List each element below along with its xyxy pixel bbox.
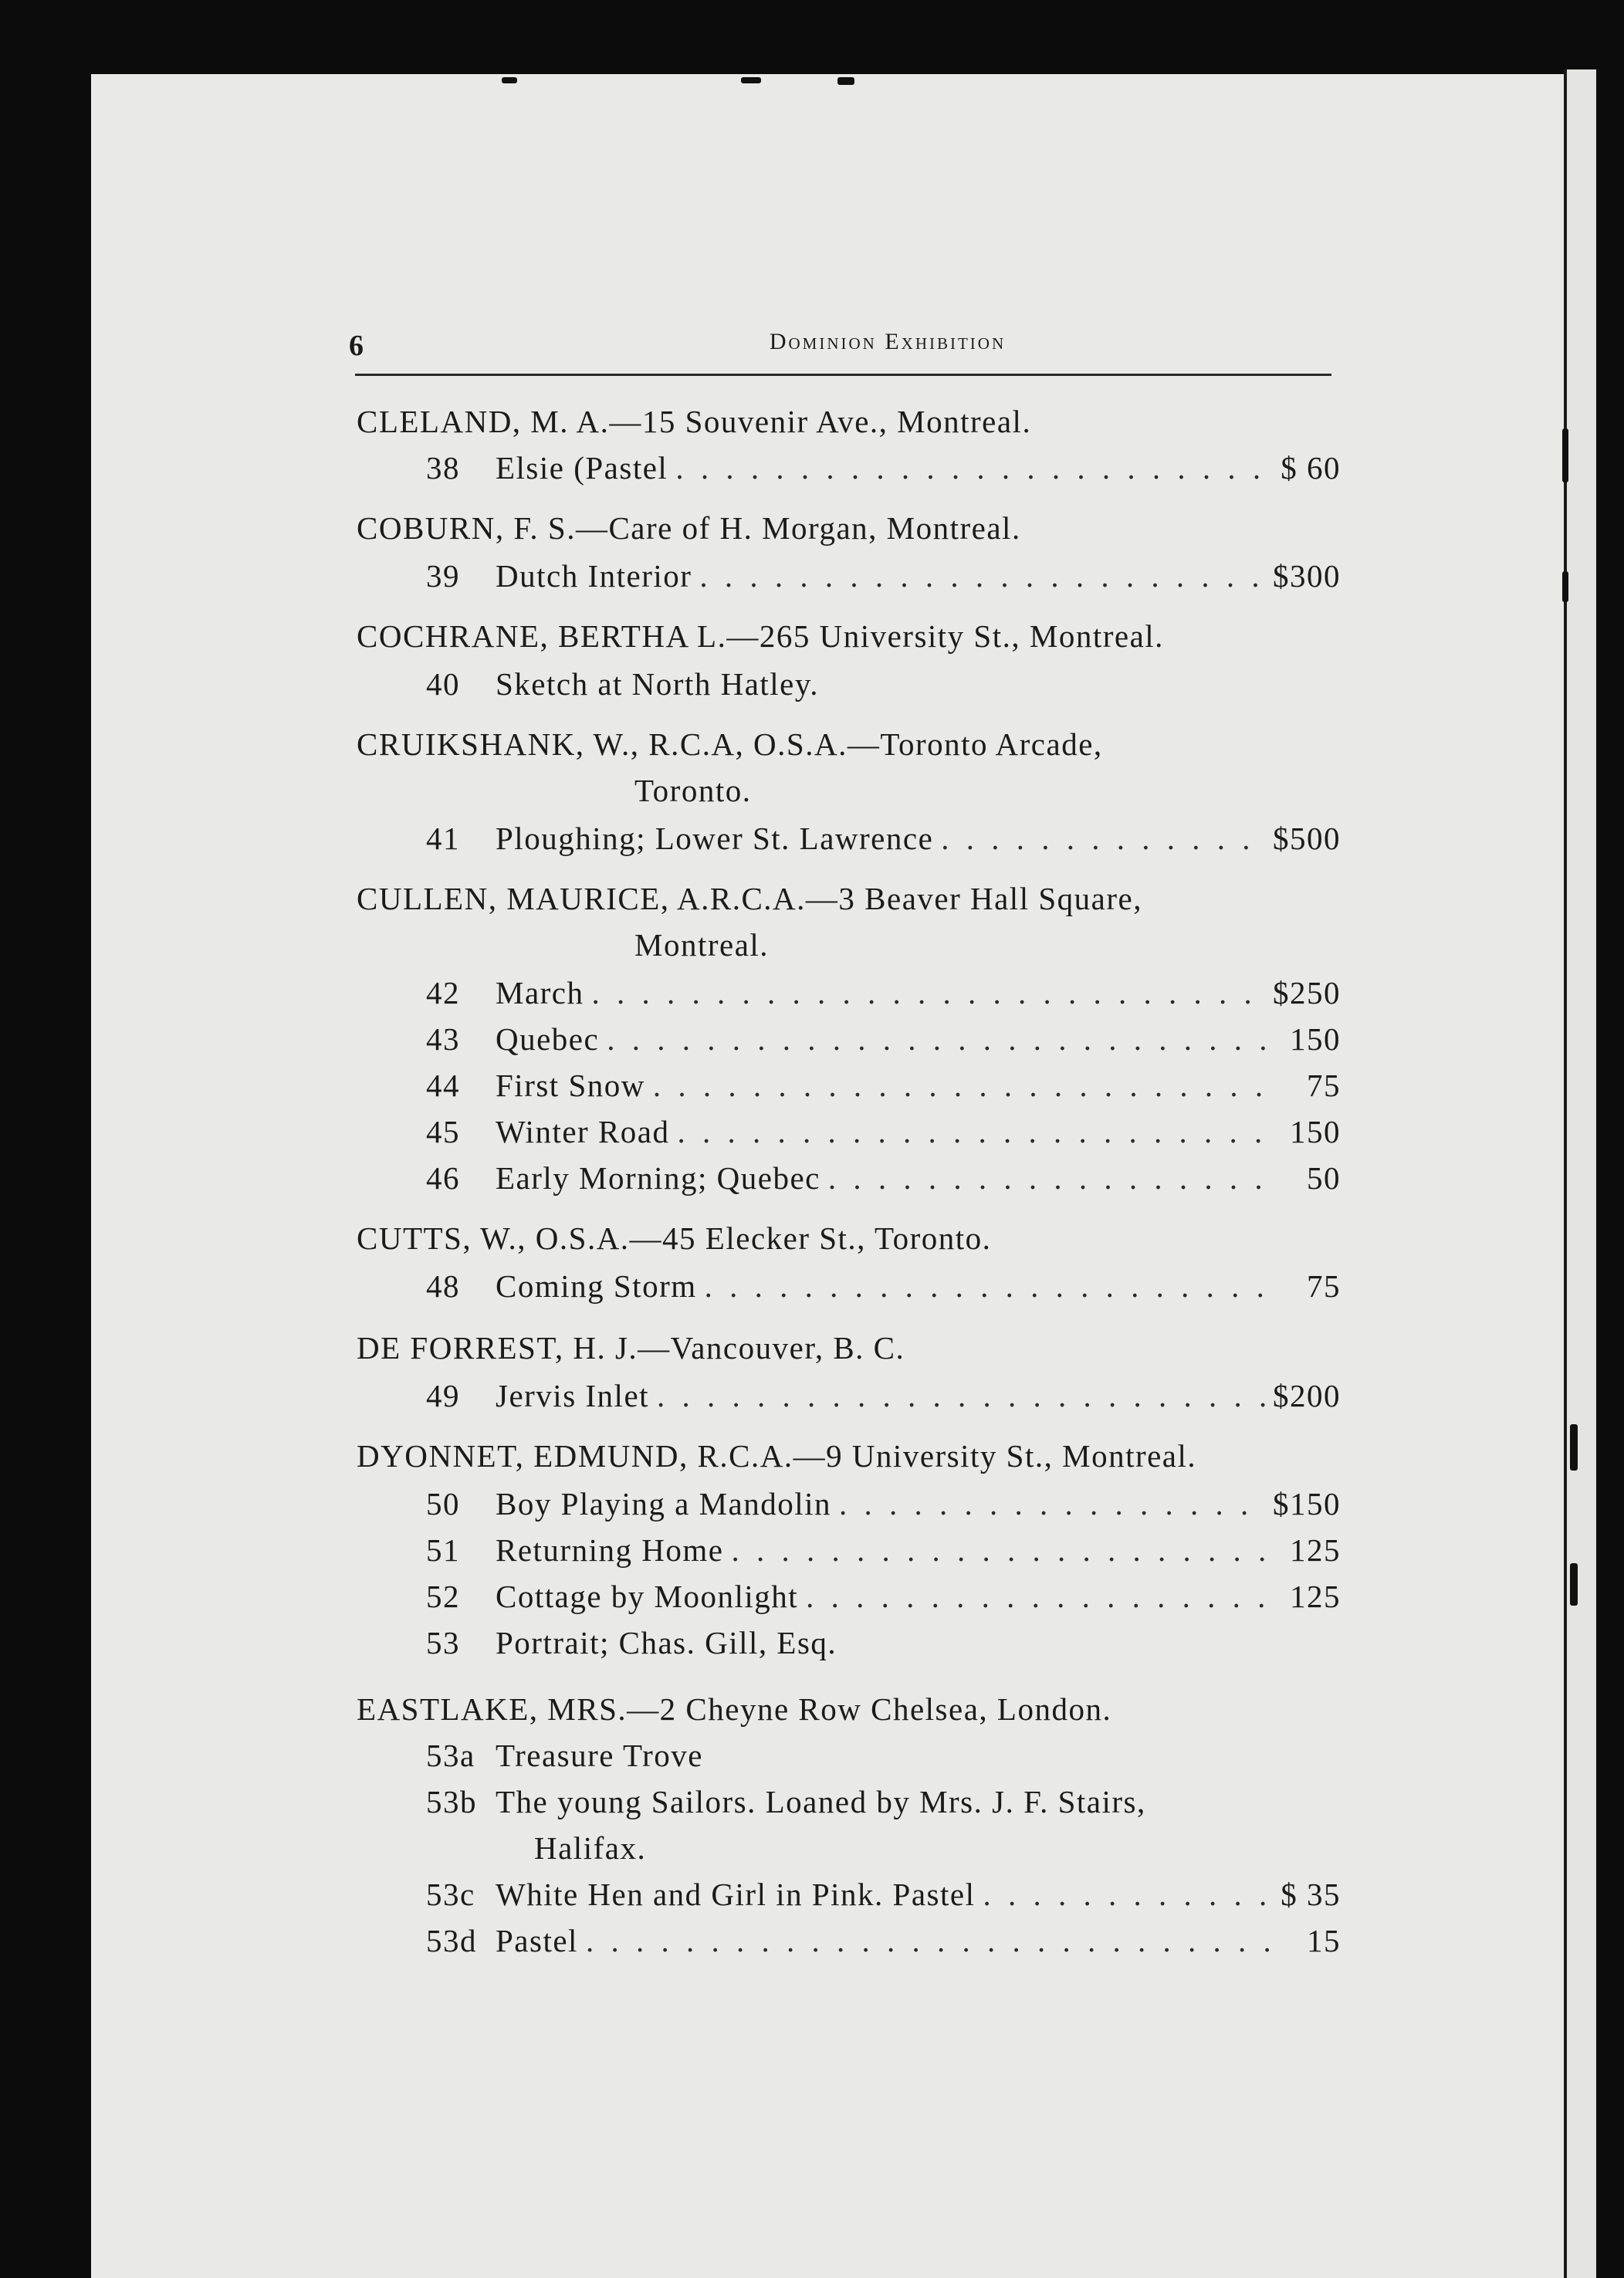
item-number: 53d bbox=[426, 1923, 477, 1958]
item-price: 150 bbox=[1290, 1114, 1341, 1149]
item-title: Portrait; Chas. Gill, Esq. bbox=[496, 1625, 837, 1660]
catalogue-item bbox=[426, 557, 1341, 594]
leader-dots bbox=[828, 1159, 1279, 1197]
catalogue-item bbox=[426, 1876, 1341, 1913]
item-price: 125 bbox=[1290, 1532, 1341, 1568]
item-title: First Snow bbox=[496, 1068, 645, 1103]
catalogue-item bbox=[426, 1067, 1341, 1104]
leader-dots bbox=[731, 1532, 1279, 1569]
leader-dots bbox=[677, 1113, 1279, 1150]
item-price: $ 35 bbox=[1281, 1877, 1341, 1912]
leader-dots bbox=[657, 1377, 1265, 1414]
catalogue-item bbox=[426, 1268, 1341, 1305]
catalogue-item bbox=[426, 1159, 1341, 1197]
page-number: 6 bbox=[349, 330, 364, 362]
item-number: 48 bbox=[426, 1268, 460, 1304]
leader-dots bbox=[941, 820, 1265, 857]
artist-heading: DE FORREST, H. J.—Vancouver, B. C. bbox=[357, 1330, 905, 1366]
item-number: 49 bbox=[426, 1378, 460, 1413]
catalogue-item bbox=[426, 1922, 1341, 1959]
item-number: 46 bbox=[426, 1160, 460, 1196]
item-number: 53b bbox=[426, 1784, 477, 1819]
leader-dots bbox=[607, 1021, 1279, 1058]
item-title: Coming Storm bbox=[496, 1268, 697, 1304]
item-title: Boy Playing a Mandolin bbox=[496, 1486, 832, 1521]
item-number: 39 bbox=[426, 558, 460, 594]
item-price: $150 bbox=[1273, 1486, 1341, 1521]
item-title: Jervis Inlet bbox=[496, 1378, 650, 1413]
artist-heading-continuation: Toronto. bbox=[634, 773, 752, 808]
catalogue-item bbox=[426, 449, 1341, 486]
catalogue-item bbox=[426, 1113, 1341, 1150]
item-number: 52 bbox=[426, 1579, 460, 1614]
item-title: Cottage by Moonlight bbox=[496, 1579, 799, 1614]
artist-heading: EASTLAKE, MRS.—2 Cheyne Row Chelsea, London. bbox=[357, 1691, 1112, 1727]
catalogue-item bbox=[426, 1377, 1341, 1414]
item-number: 50 bbox=[426, 1486, 460, 1521]
header-rule bbox=[355, 374, 1331, 376]
item-price: $200 bbox=[1273, 1378, 1341, 1413]
item-number: 41 bbox=[426, 821, 460, 856]
item-number: 40 bbox=[426, 666, 460, 702]
item-number: 53 bbox=[426, 1625, 460, 1660]
running-title: Dominion Exhibition bbox=[769, 329, 1007, 354]
leader-dots bbox=[705, 1268, 1279, 1305]
leader-dots bbox=[699, 557, 1265, 594]
artist-heading: DYONNET, EDMUND, R.C.A.—9 University St., Montreal. bbox=[357, 1438, 1197, 1474]
artist-heading: CULLEN, MAURICE, A.R.C.A.—3 Beaver Hall Square, bbox=[357, 881, 1142, 916]
item-title: Winter Road bbox=[496, 1114, 670, 1149]
leader-dots bbox=[675, 449, 1273, 486]
leader-dots bbox=[653, 1067, 1279, 1104]
catalogue-item bbox=[426, 1783, 1146, 1820]
item-title: Treasure Trove bbox=[496, 1738, 703, 1773]
item-number: 43 bbox=[426, 1021, 460, 1057]
item-title: Sketch at North Hatley. bbox=[496, 666, 819, 702]
item-price: $250 bbox=[1273, 975, 1341, 1010]
artist-heading: CLELAND, M. A.—15 Souvenir Ave., Montreal. bbox=[357, 404, 1032, 439]
catalogue-item bbox=[426, 1021, 1341, 1058]
item-title: Elsie (Pastel bbox=[496, 450, 668, 486]
item-title: The young Sailors. Loaned by Mrs. J. F. Stairs, bbox=[496, 1784, 1146, 1819]
item-title: March bbox=[496, 975, 584, 1010]
item-price: 75 bbox=[1307, 1268, 1341, 1304]
leader-dots bbox=[839, 1485, 1265, 1522]
item-number: 44 bbox=[426, 1068, 460, 1103]
catalogue-item bbox=[426, 1624, 837, 1661]
catalogue-item bbox=[426, 1737, 703, 1774]
item-title: Dutch Interior bbox=[496, 558, 692, 594]
leader-dots bbox=[983, 1876, 1274, 1913]
item-title: Returning Home bbox=[496, 1532, 724, 1568]
item-price: 125 bbox=[1290, 1579, 1341, 1614]
catalogue-item bbox=[426, 1485, 1341, 1522]
artist-heading: CUTTS, W., O.S.A.—45 Elecker St., Toronto. bbox=[357, 1220, 992, 1256]
artist-heading: CRUIKSHANK, W., R.C.A, O.S.A.—Toronto Arcade, bbox=[357, 726, 1103, 762]
catalogue-item bbox=[426, 665, 819, 702]
item-number: 38 bbox=[426, 450, 460, 486]
item-number: 51 bbox=[426, 1532, 460, 1568]
item-title: Early Morning; Quebec bbox=[496, 1160, 820, 1196]
artist-heading: COBURN, F. S.—Care of H. Morgan, Montreal. bbox=[357, 510, 1021, 546]
item-title: White Hen and Girl in Pink. Pastel bbox=[496, 1877, 976, 1912]
catalogue-item bbox=[426, 1578, 1341, 1615]
artist-heading: COCHRANE, BERTHA L.—265 University St., Montreal. bbox=[357, 618, 1164, 654]
artist-heading-continuation: Montreal. bbox=[634, 927, 770, 963]
item-price: $300 bbox=[1273, 558, 1341, 594]
item-title-continuation: Halifax. bbox=[534, 1830, 647, 1866]
leader-dots bbox=[592, 974, 1265, 1011]
item-number: 53c bbox=[426, 1877, 475, 1912]
item-price: 150 bbox=[1290, 1021, 1341, 1057]
leader-dots bbox=[806, 1578, 1279, 1615]
item-price: $500 bbox=[1273, 821, 1341, 856]
catalogue-item bbox=[426, 974, 1341, 1011]
item-price: 15 bbox=[1307, 1923, 1341, 1958]
item-number: 45 bbox=[426, 1114, 460, 1149]
item-title: Ploughing; Lower St. Lawrence bbox=[496, 821, 934, 856]
item-price: $ 60 bbox=[1281, 450, 1341, 486]
item-number: 53a bbox=[426, 1738, 475, 1773]
item-title: Quebec bbox=[496, 1021, 600, 1057]
leader-dots bbox=[586, 1922, 1279, 1959]
item-number: 42 bbox=[426, 975, 460, 1010]
item-price: 50 bbox=[1307, 1160, 1341, 1196]
item-title: Pastel bbox=[496, 1923, 578, 1958]
item-price: 75 bbox=[1307, 1068, 1341, 1103]
catalogue-item bbox=[426, 1532, 1341, 1569]
catalogue-item bbox=[426, 820, 1341, 857]
